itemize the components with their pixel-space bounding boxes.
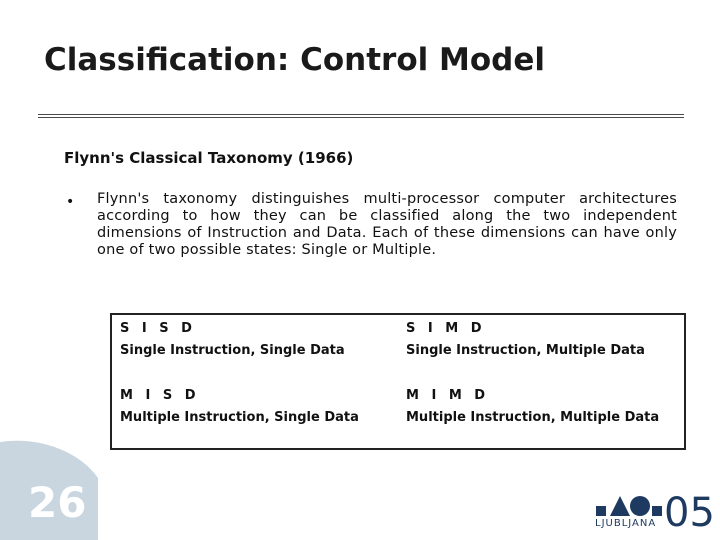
table-row [111,314,685,382]
title-divider-bottom [38,117,684,118]
taxonomy-table [110,313,686,450]
cell-description: Single Instruction, Multiple Data [406,343,645,358]
taxonomy-cell-sisd [111,314,398,382]
cell-code: M I S D [120,387,200,403]
title-divider-top [38,114,684,115]
logo-city: LJUBLJANA [595,518,657,529]
cell-description: Single Instruction, Single Data [120,343,345,358]
taxonomy-cell-mimd [398,382,685,450]
table-row [111,382,685,450]
cell-description: Multiple Instruction, Single Data [120,409,359,425]
cell-code: S I M D [406,321,486,336]
slide-title: Classification: Control Model [44,42,546,78]
page-number: 26 [28,478,87,527]
section-subtitle: Flynn's Classical Taxonomy (1966) [64,149,354,167]
cell-description: Multiple Instruction, Multiple Data [406,409,660,425]
bullet-marker: • [66,194,75,210]
bullet-text: Flynn's taxonomy distinguishes multi-processor computer architectures according to how they can be classified along the two independent dimensions of Instruction and Data. Each of these dimensions can have only one of two possible states: Single or Multiple. [97,191,677,258]
taxonomy-cell-simd [398,314,685,382]
taxonomy-cell-misd [111,382,398,450]
logo-number: 05 [664,490,715,536]
cell-code: M I M D [406,387,490,403]
cell-code: S I S D [120,321,196,336]
